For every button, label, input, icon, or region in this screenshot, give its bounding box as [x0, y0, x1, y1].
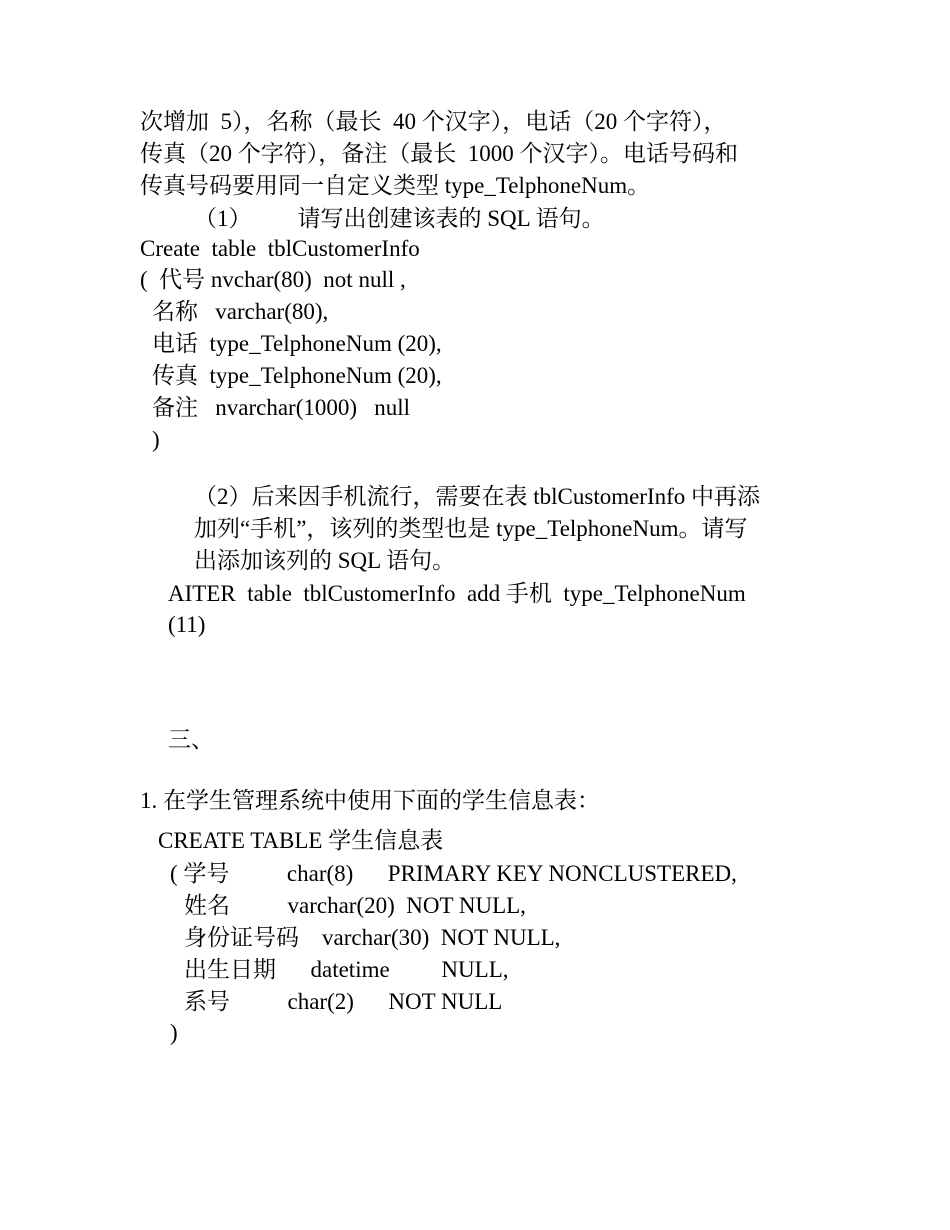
code-line: 电话 type_TelphoneNum (20), [152, 331, 442, 356]
code-line: 传真 type_TelphoneNum (20), [152, 363, 442, 388]
code-line: 姓名 varchar(20) NOT NULL, [184, 893, 526, 918]
question-text: 1. 在学生管理系统中使用下面的学生信息表： [140, 788, 600, 813]
code-line: 名称 varchar(80), [152, 299, 329, 324]
code-line: ( 代号 nvchar(80) not null , [140, 267, 406, 292]
code-line: 身份证号码 varchar(30) NOT NULL, [184, 925, 561, 950]
code-line: Create table tblCustomerInfo [140, 236, 420, 261]
section-heading: 三、 [168, 727, 214, 752]
code-line: 系号 char(2) NOT NULL [184, 989, 503, 1014]
question-2-text: 出添加该列的 SQL 语句。 [194, 548, 456, 573]
code-line: (11) [168, 612, 206, 637]
text-line: 传真号码要用同一自定义类型 type_TelphoneNum。 [140, 173, 651, 198]
code-line: ) [152, 427, 160, 452]
code-line: 出生日期 datetime NULL, [184, 957, 509, 982]
question-1-heading: （1） 请写出创建该表的 SQL 语句。 [194, 206, 605, 231]
question-2-text: 加列“手机”，该列的类型也是 type_TelphoneNum。请写 [194, 516, 748, 541]
code-line: ( 学号 char(8) PRIMARY KEY NONCLUSTERED, [170, 861, 737, 886]
question-2-text: （2）后来因手机流行，需要在表 tblCustomerInfo 中再添 [194, 484, 761, 509]
text-line: 次增加 5），名称（最长 40 个汉字），电话（20 个字符）， [140, 109, 727, 134]
code-line: ) [170, 1020, 178, 1045]
text-line: 传真（20 个字符），备注（最长 1000 个汉字）。电话号码和 [140, 141, 738, 166]
code-line: 备注 nvarchar(1000) null [152, 395, 411, 420]
code-line: CREATE TABLE 学生信息表 [158, 828, 444, 853]
code-line: AITER table tblCustomerInfo add 手机 type_TelphoneNum [168, 581, 746, 606]
